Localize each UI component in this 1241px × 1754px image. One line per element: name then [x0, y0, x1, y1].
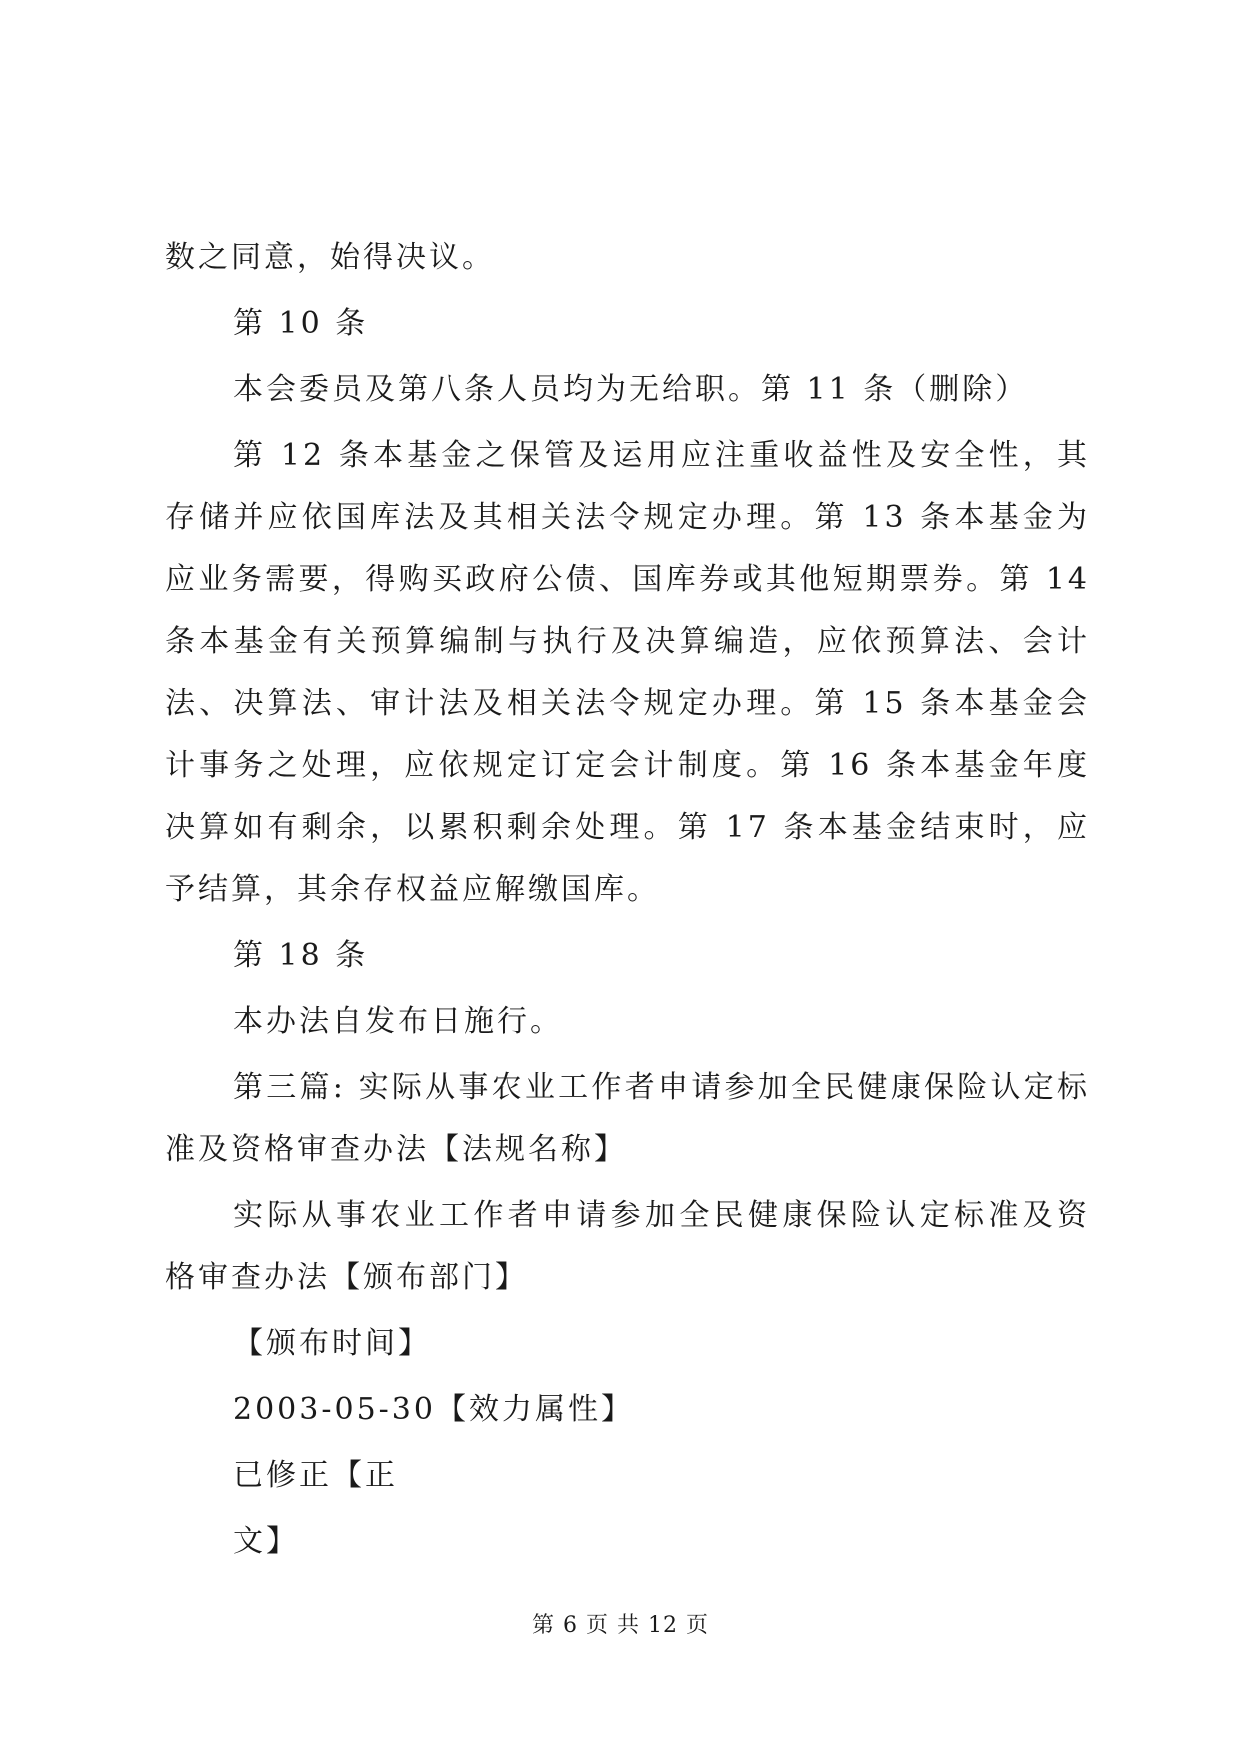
- paragraph-article-10-11: 本会委员及第八条人员均为无给职。第 11 条（删除）: [233, 372, 1029, 407]
- section-three-heading: 第三篇: 实际从事农业工作者申请参加全民健康保险认定标准及资格审查办法【法规名称】: [165, 1070, 1090, 1167]
- document-body: [165, 227, 1090, 1577]
- page-number-footer: 第 6 页 共 12 页: [532, 1613, 709, 1638]
- text-label-paragraph: 文】: [233, 1524, 299, 1559]
- paragraph-continuation: 数之同意，始得决议。: [165, 240, 495, 275]
- paragraph-articles-12-17: 第 12 条本基金之保管及运用应注重收益性及安全性，其存储并应依国库法及其相关法令规定办理。第 13 条本基金为应业务需要，得购买政府公债、国库券或其他短期票券。第 14 条本基金有关预算编制与执行及决算编造，应依预算法、会计法、决算法、审计法及相关法令规定办理。第 15 条本基金会计事务之处理，应依规定订定会计制度。第 16 条本基金年度决算如有剩余，以累积剩余处理。第 17 条本基金结束时，应予结算，其余存权益应解缴国库。: [165, 438, 1090, 907]
- issue-date-label: 【颁布时间】: [233, 1326, 431, 1361]
- issue-date-paragraph: 2003-05-30【效力属性】: [233, 1392, 634, 1427]
- paragraph-article-18: 本办法自发布日施行。: [233, 1004, 563, 1039]
- status-paragraph: 已修正【正: [233, 1458, 398, 1493]
- article-10-heading: 第 10 条: [233, 306, 369, 341]
- article-18-heading: 第 18 条: [233, 938, 369, 973]
- regulation-name-paragraph: 实际从事农业工作者申请参加全民健康保险认定标准及资格审查办法【颁布部门】: [165, 1198, 1090, 1295]
